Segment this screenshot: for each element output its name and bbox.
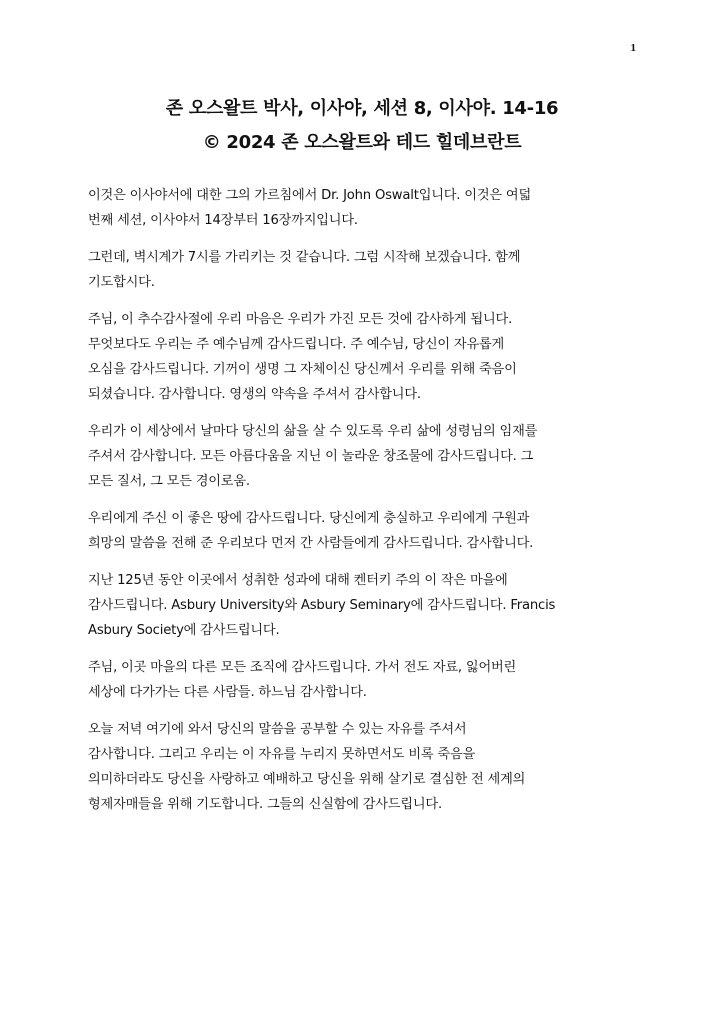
paragraph-prayer-2 xyxy=(88,419,648,494)
text-line: 주님, 이곳 마을의 다른 모든 조직에 감사드립니다. 가서 전도 자료, 잃어버린 xyxy=(88,660,517,675)
text-line: 희망의 말씀을 전해 준 우리보다 먼저 간 사람들에게 감사드립니다. 감사합니다. xyxy=(88,536,534,551)
text-line: 그런데, 벽시계가 7시를 가리키는 것 같습니다. 그럼 시작해 보겠습니다. 함께 xyxy=(88,250,521,265)
text-line: Asbury Society에 감사드립니다. xyxy=(88,623,280,638)
text-line: 무엇보다도 우리는 주 예수님께 감사드립니다. 주 예수님, 당신이 자유롭게 xyxy=(88,337,505,352)
text-line: 되셨습니다. 감사합니다. 영생의 약속을 주셔서 감사합니다. xyxy=(88,387,421,402)
text-line: 지난 125년 동안 이곳에서 성취한 성과에 대해 켄터키 주의 이 작은 마을에 xyxy=(88,573,508,588)
text-line: 감사드립니다. Asbury University와 Asbury Seminary에 감사드립니다. Francis xyxy=(88,598,556,613)
text-line: 번째 세션, 이사야서 14장부터 16장까지입니다. xyxy=(88,213,358,228)
text-line: 세상에 다가가는 다른 사람들. 하느님 감사합니다. xyxy=(88,685,367,700)
text-line: 우리에게 주신 이 좋은 땅에 감사드립니다. 당신에게 충실하고 우리에게 구원과 xyxy=(88,511,530,526)
paragraph-prayer-3 xyxy=(88,506,648,556)
paragraph-prayer-4 xyxy=(88,568,648,643)
paragraph-prayer-5 xyxy=(88,655,648,705)
title-line-2: © 2024 존 오스왈트와 테드 힐데브란트 xyxy=(202,132,522,153)
text-line: 오심을 감사드립니다. 기꺼이 생명 그 자체이신 당신께서 우리를 위해 죽음이 xyxy=(88,362,517,377)
text-line: 주님, 이 추수감사절에 우리 마음은 우리가 가진 모든 것에 감사하게 됩니다. xyxy=(88,312,513,327)
document-body xyxy=(88,183,648,829)
paragraph-opening xyxy=(88,245,648,295)
text-line: 오늘 저녁 여기에 와서 당신의 말씀을 공부할 수 있는 자유를 주셔서 xyxy=(88,722,467,737)
text-line: 주셔서 감사합니다. 모든 아름다움을 지닌 이 놀라운 창조물에 감사드립니다. 그 xyxy=(88,449,534,464)
text-line: 감사합니다. 그리고 우리는 이 자유를 누리지 못하면서도 비록 죽음을 xyxy=(88,747,476,762)
paragraph-prayer-6 xyxy=(88,717,648,817)
title-line-1: 존 오스왈트 박사, 이사야, 세션 8, 이사야. 14-16 xyxy=(165,98,559,119)
document-title xyxy=(0,92,724,160)
paragraph-intro xyxy=(88,183,648,233)
paragraph-prayer-1 xyxy=(88,307,648,407)
text-line: 형제자매들을 위해 기도합니다. 그들의 신실함에 감사드립니다. xyxy=(88,797,442,812)
text-line: 의미하더라도 당신을 사랑하고 예배하고 당신을 위해 살기로 결심한 전 세계의 xyxy=(88,772,526,787)
text-line: 모든 질서, 그 모든 경이로움. xyxy=(88,474,250,489)
text-line: 우리가 이 세상에서 날마다 당신의 삶을 살 수 있도록 우리 삶에 성령님의 임재를 xyxy=(88,424,538,439)
page-number: 1 xyxy=(630,42,636,54)
text-line: 기도합시다. xyxy=(88,275,155,290)
text-line: 이것은 이사야서에 대한 그의 가르침에서 Dr. John Oswalt입니다. 이것은 여덟 xyxy=(88,188,531,203)
